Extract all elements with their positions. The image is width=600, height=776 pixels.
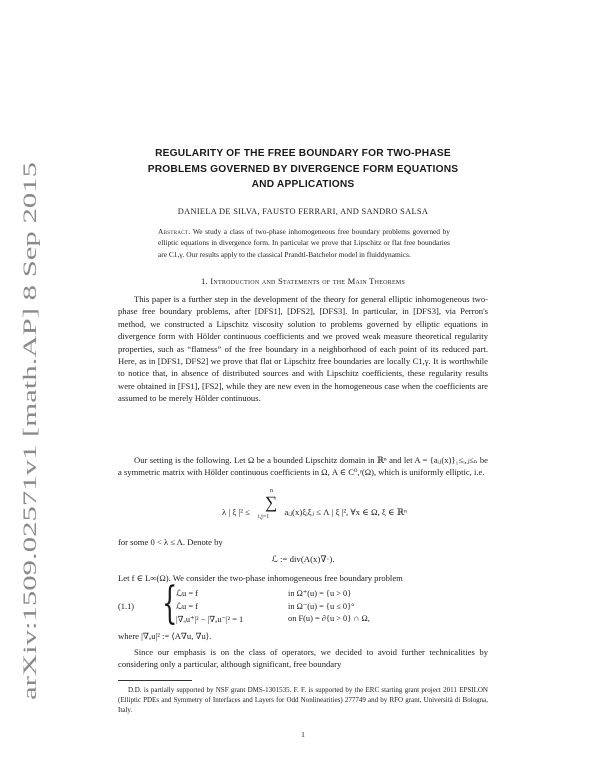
section-heading: 1. Introduction and Statements of the Main Theorems	[200, 276, 406, 286]
paragraph-1-text: This paper is a further step in the development of the theory for general elliptic inhomogeneous two-phase free boundary problems, after [DFS1], [DFS2], [DFS3]. In particular, in [DFS3], via Perron's method, we constructed a Lipschitz viscosity solution to problems governed by elliptic equations in divergence form with Hölder continuous coefficients and we proved weak measure theoretical regularity properties, such as “flatness” of the free boundary in a neighborhood of each point of its reduced part. Here, as in [DFS1, DFS2] we prove that flat or Lipschitz free boundaries are locally C1,γ. It is worthwhile to notice that, in absence of distributed sources and with Lipschitz coefficients, these regularity results were obtained in [FS1], [FS2], while they are new even in the homogeneous case when the coefficients are assumed to be merely Hölder continuous.	[118, 294, 488, 404]
title-line-2: PROBLEMS GOVERNED BY DIVERGENCE FORM EQUATIONS	[147, 163, 459, 175]
title-line-3: AND APPLICATIONS	[251, 179, 355, 190]
arxiv-stamp	[14, 160, 44, 700]
title-line-1: REGULARITY OF THE FREE BOUNDARY FOR TWO-PHASE	[155, 148, 451, 159]
authors: DANIELA DE SILVA, FAUSTO FERRARI, AND SANDRO SALSA	[177, 207, 429, 216]
system-row-2-lhs: ℒu = f	[176, 602, 198, 611]
funding-footnote: D.D. is partially supported by NSF grant DMS-1301535. F. F. is supported by the ERC starting grant project 2011 EPSILON (Elliptic PDEs and Symmetry of Interfaces and Layers for Odd Nonlinearities) 277749 and by RFO grant, Università di Bologna, Italy.	[118, 686, 488, 714]
arxiv-identifier: arXiv:1509.02571v1 [math.AP] 8 Sep 2015	[20, 367, 41, 700]
summation-symbol: ∑	[265, 493, 278, 512]
operator-definition: ℒ := div(A(x)∇·).	[271, 554, 335, 564]
abstract-label: Abstract.	[158, 227, 191, 236]
sum-upper-limit: n	[270, 488, 273, 494]
line-for-some: for some 0 < λ ≤ Λ. Denote by	[118, 537, 223, 547]
page-number: 1	[301, 730, 305, 739]
ellipticity-lhs: λ | ξ |² ≤ aᵢⱼ(x)ξᵢξⱼ ≤ Λ | ξ |², ∀x ∈ Ω, ξ ∈ ℝⁿ	[222, 507, 407, 517]
left-brace: {	[162, 578, 178, 629]
ellipticity-rhs: aᵢⱼ(x)ξᵢξⱼ ≤ Λ | ξ |², ∀x ∈ Ω, ξ ∈ ℝⁿ	[284, 507, 407, 517]
abstract	[158, 226, 450, 260]
intro-paragraph-1	[118, 293, 488, 405]
paper-title	[118, 146, 488, 193]
line-let-f: Let f ∈ L∞(Ω). We consider the two-phase inhomogeneous free boundary problem	[118, 573, 403, 583]
line-where: where |∇ₐu|² := ⟨A∇u, ∇u⟩.	[118, 631, 212, 641]
equation-number: (1.1)	[118, 602, 135, 611]
footnote-rule	[118, 680, 192, 681]
system-row-1-rhs: in Ω⁺(u) = {u > 0}	[288, 589, 352, 598]
intro-paragraph-2	[118, 454, 488, 479]
paragraph-3-text: Since our emphasis is on the class of operators, we decided to avoid further technicalities by considering only a particular, although significant, free boundary	[118, 647, 488, 670]
system-row-2-rhs: in Ω⁻(u) = {u ≤ 0}°	[288, 602, 355, 611]
ellipticity-equation	[118, 488, 488, 537]
abstract-text: We study a class of two-phase inhomogeneous free boundary problems governed by elliptic equations in divergence form. In particular we prove that Lipschitz or flat free boundaries are C1,γ. Our results apply to the classical Prandtl-Batchelor model in fluiddynamics.	[158, 227, 450, 259]
system-row-3-rhs: on F(u) = ∂{u > 0} ∩ Ω,	[288, 614, 370, 623]
intro-paragraph-3	[118, 646, 488, 671]
sum-lower-limit: i,j=1	[258, 514, 270, 520]
paragraph-2-text: Our setting is the following. Let Ω be a bounded Lipschitz domain in ℝⁿ and let A = {aᵢⱼ(x)}₁≤ᵢ,ⱼ≤ₙ be a symmetric matrix with Hölder continuous coefficients in Ω, A ∈ C⁰,ᵞ(Ω), which is uniformly elliptic, i.e.	[118, 455, 488, 478]
system-row-1-lhs: ℒu = f	[176, 589, 198, 598]
system-row-3-lhs: |∇ₐu⁺|² − |∇ₐu⁻|² = 1	[176, 615, 244, 624]
